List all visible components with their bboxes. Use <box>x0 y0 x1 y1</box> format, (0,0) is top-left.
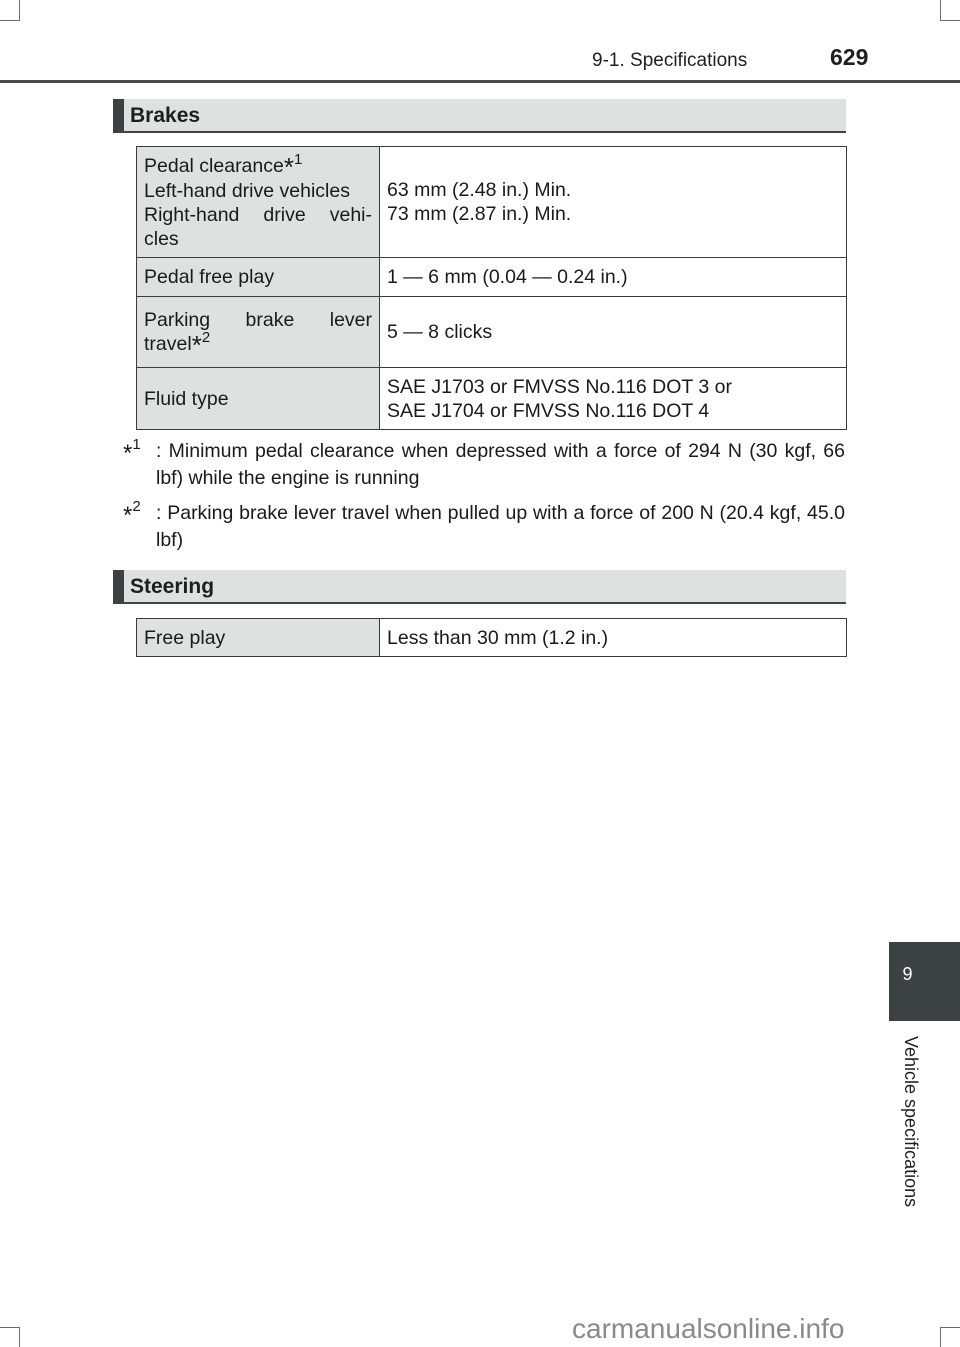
label-text: travel <box>144 332 192 355</box>
value-text: 5 — 8 clicks <box>380 297 847 368</box>
crop-mark <box>940 1327 941 1347</box>
label-text: Pedal clearance <box>144 154 284 177</box>
crop-mark <box>19 1327 20 1347</box>
footnote-ref: 2 <box>201 328 211 346</box>
footnote-star-icon: * <box>123 440 133 467</box>
brakes-spec-table <box>136 146 847 430</box>
label-text: Pedal free play <box>137 258 380 297</box>
footnote-star-icon: * <box>123 502 133 529</box>
table-label-cell <box>137 297 380 368</box>
footnote-star-icon: * <box>283 151 294 182</box>
table-row <box>137 297 847 368</box>
footnote-ref: 1 <box>293 150 303 168</box>
steering-heading: Steering <box>130 575 215 598</box>
label-text: Fluid type <box>137 368 380 430</box>
crop-mark <box>19 0 20 20</box>
header-divider <box>0 80 960 83</box>
section-title: 9-1. Specifications <box>592 50 748 71</box>
crop-mark <box>940 0 941 20</box>
footnote-text: : Minimum pedal clearance when depressed with a force of 294 N (30 kgf, 66 lbf) while the engine is running <box>156 440 845 489</box>
footnote-text: : Parking brake lever travel when pulled up with a force of 200 N (20.4 kgf, 45.0 lbf) <box>156 502 845 551</box>
table-label-cell <box>137 147 380 258</box>
steering-spec-table <box>136 618 847 657</box>
label-text: Right-hand drive vehi- <box>144 203 372 226</box>
crop-mark <box>0 1327 20 1328</box>
label-text: Parking brake lever <box>144 308 372 331</box>
table-value-cell <box>380 147 847 258</box>
steering-heading-bar <box>113 570 846 604</box>
watermark: carmanualsonline.info <box>572 1313 845 1344</box>
value-text: 1 — 6 mm (0.04 — 0.24 in.) <box>380 258 847 297</box>
table-value-cell <box>380 368 847 430</box>
value-text: Less than 30 mm (1.2 in.) <box>380 619 847 657</box>
footnote-ref: 1 <box>132 436 141 453</box>
footnote-ref: 2 <box>132 498 141 515</box>
value-text: 63 mm (2.48 in.) Min. <box>387 179 572 201</box>
brakes-heading-bar <box>113 99 846 133</box>
label-text: Free play <box>137 619 380 657</box>
table-row <box>137 619 847 657</box>
crop-mark <box>0 20 20 21</box>
footnote <box>123 438 845 492</box>
chapter-number: 9 <box>902 964 913 984</box>
label-text: cles <box>144 227 179 250</box>
chapter-title: Vehicle specifications <box>901 1036 921 1208</box>
page-number: 629 <box>830 44 869 70</box>
value-text: SAE J1703 or FMVSS No.116 DOT 3 or <box>387 375 733 398</box>
value-text: SAE J1704 or FMVSS No.116 DOT 4 <box>387 399 710 422</box>
footnote <box>123 500 845 554</box>
table-row <box>137 368 847 430</box>
chapter-tab <box>889 942 960 1021</box>
table-row <box>137 258 847 297</box>
crop-mark <box>940 20 960 21</box>
table-row <box>137 147 847 258</box>
value-text: 73 mm (2.87 in.) Min. <box>387 203 572 225</box>
label-text: Left-hand drive vehicles <box>144 179 350 202</box>
footnote-star-icon: * <box>191 329 202 360</box>
brakes-heading: Brakes <box>130 104 201 127</box>
crop-mark <box>940 1327 960 1328</box>
